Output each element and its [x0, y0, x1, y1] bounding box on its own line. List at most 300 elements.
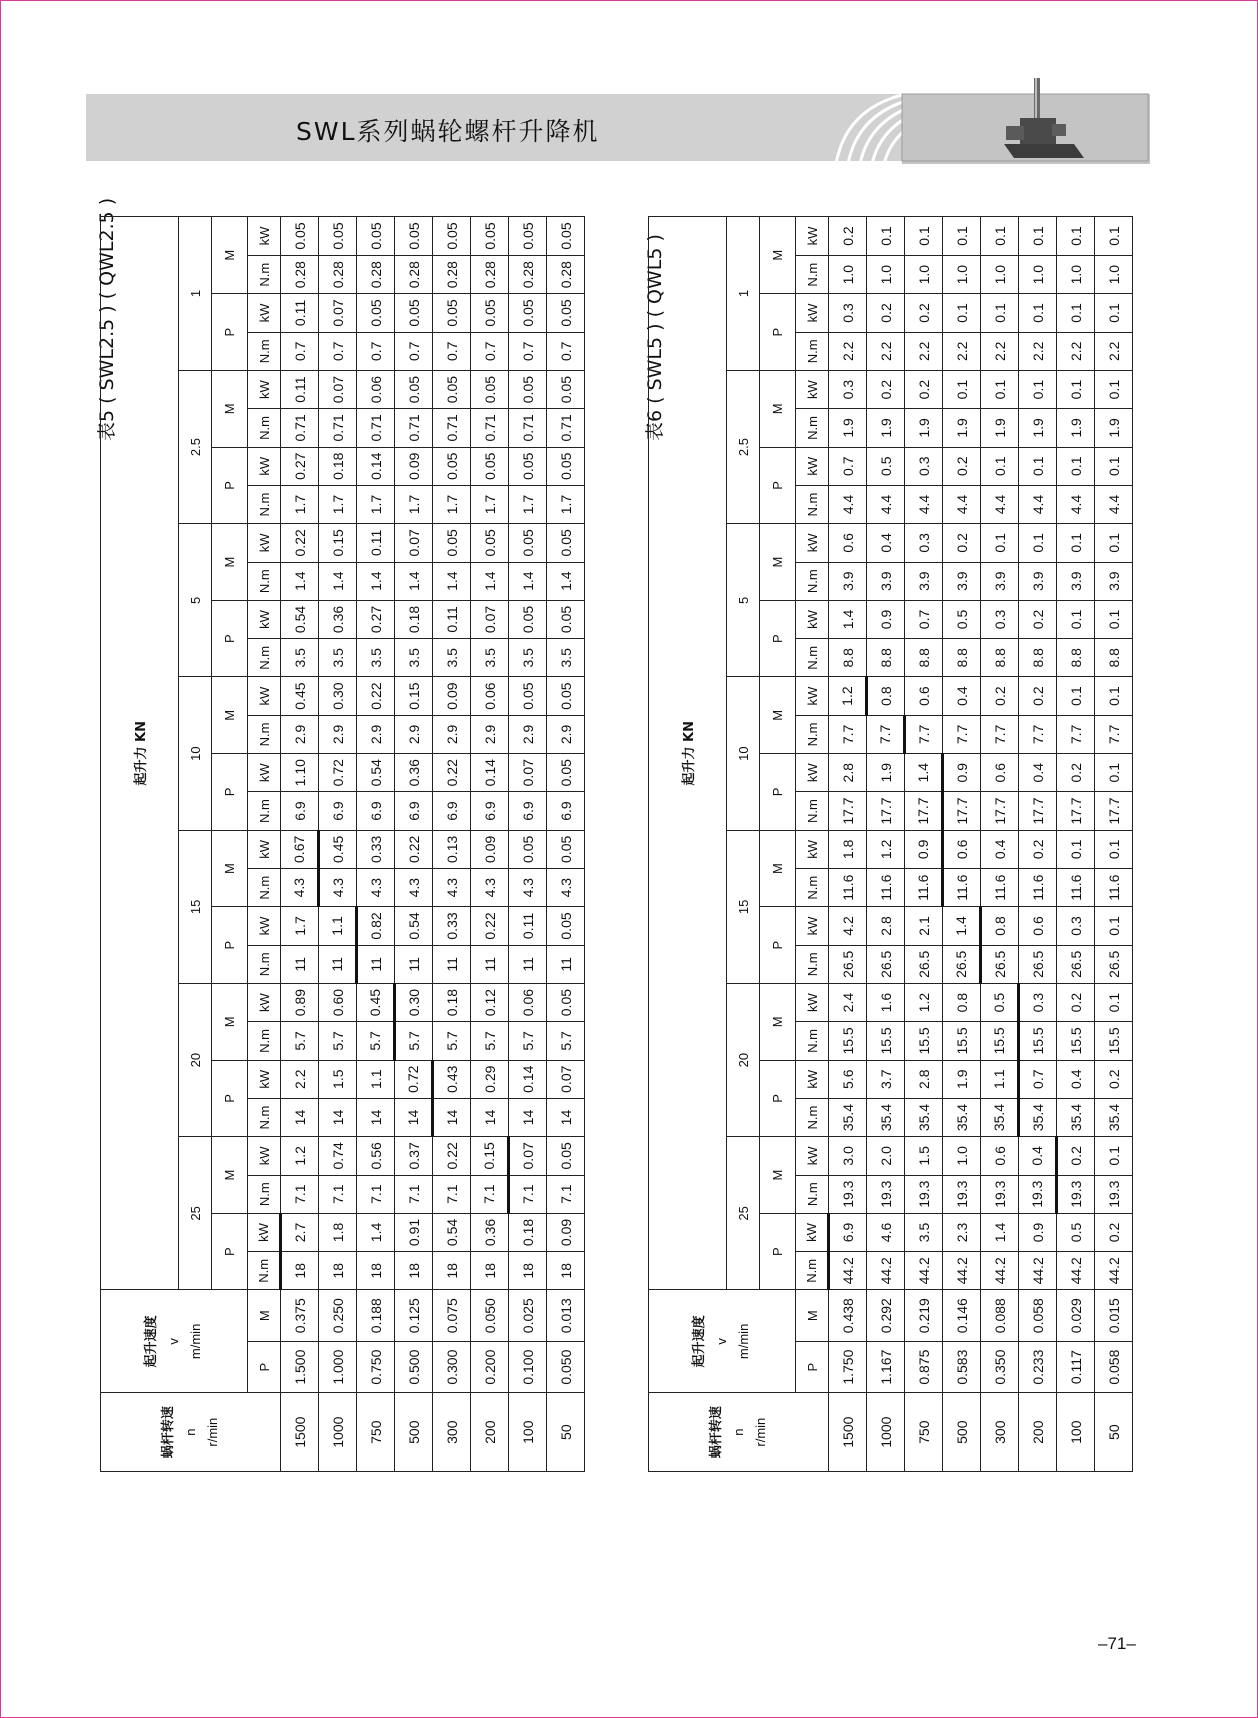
table-cell: 1.9 [943, 1060, 981, 1098]
table-cell: 0.1 [1019, 370, 1057, 408]
table-cell: 8.8 [829, 639, 867, 677]
table-cell: 0.05 [547, 217, 585, 256]
table-cell: 0.05 [509, 830, 547, 868]
table-cell: 11.6 [981, 869, 1019, 907]
unit-header: N.m [248, 332, 281, 370]
lift-speed-p-cell: 0.117 [1057, 1341, 1095, 1392]
table-cell: 26.5 [905, 945, 943, 983]
power-header: P [212, 907, 248, 984]
header-text: 蜗杆转速 [160, 1406, 176, 1459]
table-cell: 0.07 [547, 1060, 585, 1098]
table-cell: 0.05 [547, 830, 585, 868]
table-cell: 0.05 [509, 600, 547, 638]
table-cell: 4.6 [867, 1213, 905, 1251]
worm-speed-cell: 750 [357, 1393, 395, 1472]
table-cell: 0.07 [471, 600, 509, 638]
table-cell: 0.18 [319, 447, 357, 485]
torque-header: M [212, 370, 248, 447]
table-cell: 0.1 [981, 294, 1019, 332]
table-cell: 0.05 [547, 447, 585, 485]
table-cell: 0.28 [509, 256, 547, 294]
table-row [981, 217, 1019, 1472]
table-5 [100, 216, 585, 1472]
unit-header: kW [248, 294, 281, 332]
table-cell: 0.1 [1057, 294, 1095, 332]
table-cell: 1.0 [1057, 256, 1095, 294]
table-cell: 14 [509, 1098, 547, 1136]
table-cell: 2.7 [281, 1213, 319, 1251]
table-cell: 2.8 [905, 1060, 943, 1098]
power-header: P [212, 600, 248, 677]
col-header-lift-speed [101, 1290, 248, 1393]
table-cell: 0.14 [357, 447, 395, 485]
table-cell: 26.5 [943, 945, 981, 983]
table-cell: 1.9 [867, 409, 905, 447]
table-cell: 3.5 [281, 639, 319, 677]
table-cell: 4.2 [829, 907, 867, 945]
table-cell: 5.7 [357, 1022, 395, 1060]
table-row [829, 217, 867, 1472]
table-cell: 7.7 [943, 715, 981, 753]
table-cell: 2.9 [471, 715, 509, 753]
table-cell: 4.3 [471, 869, 509, 907]
table-cell: 2.3 [943, 1213, 981, 1251]
table-cell: 0.28 [357, 256, 395, 294]
header-text: r/min [752, 1417, 768, 1447]
load-header: 2.5 [179, 370, 212, 523]
table-cell: 0.05 [433, 370, 471, 408]
table-cell: 0.8 [867, 677, 905, 715]
table-cell: 1.0 [1095, 256, 1133, 294]
table-cell: 2.2 [867, 332, 905, 370]
lift-speed-m-cell: 0.013 [547, 1290, 585, 1341]
table-cell: 0.1 [905, 217, 943, 256]
lift-speed-p-cell: 0.300 [433, 1341, 471, 1392]
table-cell: 0.29 [471, 1060, 509, 1098]
table-cell: 17.7 [1095, 792, 1133, 830]
table-cell: 0.9 [905, 830, 943, 868]
table-cell: 1.6 [867, 983, 905, 1021]
table-cell: 3.7 [867, 1060, 905, 1098]
table-cell: 4.4 [1019, 485, 1057, 523]
table-cell: 17.7 [829, 792, 867, 830]
table-cell: 0.05 [471, 370, 509, 408]
table-cell: 0.7 [433, 332, 471, 370]
header-text: n [182, 1428, 198, 1436]
table-row [281, 217, 319, 1472]
table-cell: 4.3 [509, 869, 547, 907]
worm-speed-cell: 100 [1057, 1393, 1095, 1472]
load-header: 20 [727, 983, 760, 1136]
table-row [905, 217, 943, 1472]
table-cell: 35.4 [981, 1098, 1019, 1136]
table-cell: 0.1 [1057, 370, 1095, 408]
table-cell: 44.2 [981, 1252, 1019, 1290]
table-cell: 0.6 [943, 830, 981, 868]
table-cell: 1.4 [981, 1213, 1019, 1251]
table-cell: 0.71 [471, 409, 509, 447]
table-cell: 0.7 [1019, 1060, 1057, 1098]
table-cell: 0.2 [1057, 754, 1095, 792]
table-cell: 0.36 [471, 1213, 509, 1251]
table-cell: 0.05 [509, 447, 547, 485]
table-cell: 26.5 [829, 945, 867, 983]
table-cell: 0.7 [319, 332, 357, 370]
table-cell: 19.3 [905, 1175, 943, 1213]
table-cell: 0.05 [547, 677, 585, 715]
lift-speed-m-cell: 0.029 [1057, 1290, 1095, 1341]
table-cell: 0.1 [981, 524, 1019, 562]
table-cell: 0.1 [1095, 524, 1133, 562]
table-cell: 7.1 [319, 1175, 357, 1213]
page-number: –71– [1098, 1634, 1136, 1653]
table-6-title: 表6 ( SWL5 ) ( QWL5 ) [644, 234, 666, 441]
table-cell: 0.54 [281, 600, 319, 638]
table-cell: 4.3 [547, 869, 585, 907]
lift-speed-p-cell: 0.050 [547, 1341, 585, 1392]
table-cell: 0.1 [1057, 830, 1095, 868]
table-cell: 0.72 [395, 1060, 433, 1098]
table-cell: 18 [319, 1252, 357, 1290]
unit-header: M [248, 1290, 281, 1341]
table-row [357, 217, 395, 1472]
table-cell: 0.6 [981, 754, 1019, 792]
worm-speed-cell: 200 [1019, 1393, 1057, 1472]
table-cell: 0.28 [395, 256, 433, 294]
table-cell: 0.1 [1095, 754, 1133, 792]
table-cell: 0.22 [433, 1137, 471, 1175]
table-cell: 1.7 [281, 485, 319, 523]
table-cell: 0.5 [981, 983, 1019, 1021]
table-cell: 0.6 [829, 524, 867, 562]
table-cell: 0.05 [357, 217, 395, 256]
table-cell: 1.7 [547, 485, 585, 523]
worm-speed-cell: 750 [905, 1393, 943, 1472]
table-cell: 0.7 [905, 600, 943, 638]
lift-speed-m-cell: 0.050 [471, 1290, 509, 1341]
table-cell: 0.1 [981, 447, 1019, 485]
torque-header: M [760, 677, 796, 754]
table-cell: 35.4 [943, 1098, 981, 1136]
table-cell: 19.3 [1095, 1175, 1133, 1213]
table-cell: 1.9 [943, 409, 981, 447]
table-cell: 17.7 [1019, 792, 1057, 830]
table-cell: 0.71 [395, 409, 433, 447]
lift-speed-p-cell: 0.875 [905, 1341, 943, 1392]
power-header: P [760, 907, 796, 984]
table-cell: 2.8 [829, 754, 867, 792]
table-cell: 6.9 [509, 792, 547, 830]
torque-header: M [212, 983, 248, 1060]
table-cell: 0.5 [943, 600, 981, 638]
table-cell: 3.9 [829, 562, 867, 600]
table-cell: 0.05 [281, 217, 319, 256]
table-cell: 7.1 [357, 1175, 395, 1213]
table-cell: 0.1 [1019, 294, 1057, 332]
table-cell: 2.9 [547, 715, 585, 753]
table-cell: 18 [433, 1252, 471, 1290]
load-header: 25 [179, 1137, 212, 1290]
table-cell: 15.5 [905, 1022, 943, 1060]
table-cell: 7.7 [867, 715, 905, 753]
unit-header: N.m [248, 945, 281, 983]
table-cell: 0.2 [981, 677, 1019, 715]
table-cell: 0.45 [319, 830, 357, 868]
table-cell: 44.2 [905, 1252, 943, 1290]
table-cell: 1.1 [319, 907, 357, 945]
table-cell: 0.71 [433, 409, 471, 447]
table-cell: 0.3 [829, 294, 867, 332]
table-cell: 0.22 [395, 830, 433, 868]
table-cell: 0.18 [509, 1213, 547, 1251]
table-cell: 1.7 [471, 485, 509, 523]
lift-speed-p-cell: 1.750 [829, 1341, 867, 1392]
lift-speed-m-cell: 0.219 [905, 1290, 943, 1341]
worm-speed-cell: 300 [433, 1393, 471, 1472]
table-cell: 5.7 [509, 1022, 547, 1060]
table-cell: 0.7 [547, 332, 585, 370]
unit-header: kW [796, 217, 829, 256]
table-cell: 0.05 [433, 447, 471, 485]
unit-header: kW [796, 1213, 829, 1251]
table-cell: 1.9 [981, 409, 1019, 447]
table-cell: 0.4 [867, 524, 905, 562]
col-header-worm-speed [649, 1393, 829, 1472]
table-cell: 1.0 [943, 256, 981, 294]
lift-speed-m-cell: 0.292 [867, 1290, 905, 1341]
table-cell: 4.4 [829, 485, 867, 523]
unit-header: N.m [796, 715, 829, 753]
table-cell: 7.1 [281, 1175, 319, 1213]
table-6-rotated [644, 129, 1146, 1472]
table-cell: 3.9 [867, 562, 905, 600]
table-cell: 1.4 [319, 562, 357, 600]
table-cell: 15.5 [867, 1022, 905, 1060]
unit-header: kW [796, 524, 829, 562]
table-row [471, 217, 509, 1472]
table-cell: 0.7 [509, 332, 547, 370]
table-cell: 0.30 [319, 677, 357, 715]
table-cell: 1.4 [905, 754, 943, 792]
table-cell: 44.2 [1057, 1252, 1095, 1290]
unit-header: N.m [796, 869, 829, 907]
table-cell: 0.1 [1095, 217, 1133, 256]
worm-speed-cell: 100 [509, 1393, 547, 1472]
table-cell: 0.11 [281, 294, 319, 332]
lift-speed-m-cell: 0.058 [1019, 1290, 1057, 1341]
table-cell: 0.11 [281, 370, 319, 408]
table-cell: 2.9 [319, 715, 357, 753]
table-cell: 0.2 [829, 217, 867, 256]
table-row [943, 217, 981, 1472]
table-cell: 0.45 [281, 677, 319, 715]
table-cell: 7.1 [547, 1175, 585, 1213]
table-cell: 7.1 [433, 1175, 471, 1213]
unit-header: N.m [796, 332, 829, 370]
table-cell: 0.1 [1019, 524, 1057, 562]
table-cell: 0.71 [319, 409, 357, 447]
table-cell: 1.0 [905, 256, 943, 294]
table-cell: 0.05 [547, 754, 585, 792]
table-cell: 0.1 [1057, 447, 1095, 485]
table-cell: 0.1 [943, 294, 981, 332]
table-cell: 14 [433, 1098, 471, 1136]
unit-header: kW [796, 830, 829, 868]
table-cell: 0.3 [1019, 983, 1057, 1021]
table-cell: 26.5 [1057, 945, 1095, 983]
unit-header: kW [248, 1213, 281, 1251]
table-cell: 0.15 [471, 1137, 509, 1175]
table-cell: 0.33 [433, 907, 471, 945]
table-cell: 4.4 [905, 485, 943, 523]
table-cell: 2.9 [281, 715, 319, 753]
header-text: v [714, 1338, 729, 1345]
table-cell: 1.1 [357, 1060, 395, 1098]
table-cell: 0.05 [471, 217, 509, 256]
table-cell: 1.0 [1019, 256, 1057, 294]
table-cell: 0.4 [1057, 1060, 1095, 1098]
table-cell: 1.4 [829, 600, 867, 638]
table-cell: 11.6 [829, 869, 867, 907]
table-cell: 0.09 [547, 1213, 585, 1251]
table-cell: 2.9 [395, 715, 433, 753]
header-text: m/min [188, 1323, 203, 1360]
unit-header: N.m [248, 1252, 281, 1290]
table-cell: 0.4 [1019, 754, 1057, 792]
col-header-lift-force: 起升力 KN [101, 217, 179, 1290]
table-cell: 0.9 [867, 600, 905, 638]
table-cell: 18 [471, 1252, 509, 1290]
table-cell: 1.0 [867, 256, 905, 294]
table-cell: 35.4 [867, 1098, 905, 1136]
lift-speed-m-cell: 0.075 [433, 1290, 471, 1341]
table-6 [648, 216, 1133, 1472]
table-cell: 7.7 [1057, 715, 1095, 753]
load-header: 5 [179, 524, 212, 677]
table-cell: 0.7 [829, 447, 867, 485]
lift-speed-p-cell: 0.583 [943, 1341, 981, 1392]
table-cell: 1.0 [981, 256, 1019, 294]
table-cell: 0.2 [905, 294, 943, 332]
table-cell: 1.9 [1095, 409, 1133, 447]
table-cell: 14 [281, 1098, 319, 1136]
unit-header: kW [248, 1137, 281, 1175]
worm-speed-cell: 500 [395, 1393, 433, 1472]
table-cell: 44.2 [1095, 1252, 1133, 1290]
table-cell: 2.2 [1095, 332, 1133, 370]
table-cell: 0.1 [1095, 830, 1133, 868]
table-cell: 0.74 [319, 1137, 357, 1175]
table-cell: 0.07 [395, 524, 433, 562]
table-cell: 0.05 [509, 524, 547, 562]
table-cell: 6.9 [433, 792, 471, 830]
unit-header: N.m [248, 869, 281, 907]
table-cell: 0.06 [357, 370, 395, 408]
unit-header: N.m [248, 409, 281, 447]
table-cell: 1.7 [395, 485, 433, 523]
worm-speed-cell: 50 [547, 1393, 585, 1472]
table-cell: 0.1 [981, 217, 1019, 256]
unit-header: kW [248, 370, 281, 408]
table-row [1019, 217, 1057, 1472]
table-cell: 0.22 [357, 677, 395, 715]
table-cell: 0.5 [1057, 1213, 1095, 1251]
table-cell: 3.9 [943, 562, 981, 600]
table-cell: 2.8 [867, 907, 905, 945]
table-cell: 1.4 [547, 562, 585, 600]
unit-header: N.m [248, 1022, 281, 1060]
table-cell: 6.9 [395, 792, 433, 830]
table-cell: 44.2 [829, 1252, 867, 1290]
table-cell: 0.05 [547, 524, 585, 562]
table-cell: 1.10 [281, 754, 319, 792]
table-cell: 0.2 [1057, 983, 1095, 1021]
table-cell: 18 [547, 1252, 585, 1290]
table-cell: 1.7 [319, 485, 357, 523]
table-cell: 0.11 [357, 524, 395, 562]
table-cell: 0.05 [509, 217, 547, 256]
table-cell: 11.6 [1095, 869, 1133, 907]
table-cell: 0.07 [319, 370, 357, 408]
table-cell: 0.1 [1095, 447, 1133, 485]
table-cell: 2.0 [867, 1137, 905, 1175]
table-cell: 0.5 [867, 447, 905, 485]
table-cell: 1.5 [319, 1060, 357, 1098]
table-cell: 11 [319, 945, 357, 983]
table-cell: 0.05 [509, 677, 547, 715]
load-header: 1 [727, 217, 760, 371]
table-cell: 0.1 [1019, 217, 1057, 256]
unit-header: kW [248, 983, 281, 1021]
table-cell: 5.7 [471, 1022, 509, 1060]
unit-header: kW [796, 294, 829, 332]
table-cell: 1.2 [867, 830, 905, 868]
table-cell: 1.9 [905, 409, 943, 447]
header-text: v [166, 1338, 181, 1345]
torque-header: M [760, 524, 796, 601]
worm-speed-cell: 1500 [829, 1393, 867, 1472]
table-cell: 44.2 [867, 1252, 905, 1290]
table-cell: 0.05 [357, 294, 395, 332]
table-cell: 7.7 [905, 715, 943, 753]
table-cell: 11.6 [1057, 869, 1095, 907]
table-cell: 0.05 [395, 294, 433, 332]
power-header: P [212, 1213, 248, 1290]
table-cell: 0.1 [1019, 447, 1057, 485]
unit-header: N.m [796, 256, 829, 294]
col-header-worm-speed [101, 1393, 281, 1472]
unit-header: N.m [248, 792, 281, 830]
table-cell: 0.71 [357, 409, 395, 447]
table-cell: 1.2 [829, 677, 867, 715]
unit-header: N.m [248, 485, 281, 523]
table-cell: 2.1 [905, 907, 943, 945]
power-header: P [760, 600, 796, 677]
power-header: P [212, 754, 248, 831]
table-cell: 7.1 [395, 1175, 433, 1213]
table-cell: 4.3 [357, 869, 395, 907]
lift-speed-p-cell: 1.500 [281, 1341, 319, 1392]
table-cell: 2.4 [829, 983, 867, 1021]
load-header: 25 [727, 1137, 760, 1290]
table-cell: 0.2 [1057, 1137, 1095, 1175]
table-cell: 0.3 [1057, 907, 1095, 945]
table-cell: 7.7 [981, 715, 1019, 753]
table-cell: 44.2 [1019, 1252, 1057, 1290]
table-cell: 3.9 [981, 562, 1019, 600]
table-cell: 4.4 [867, 485, 905, 523]
unit-header: M [796, 1290, 829, 1341]
